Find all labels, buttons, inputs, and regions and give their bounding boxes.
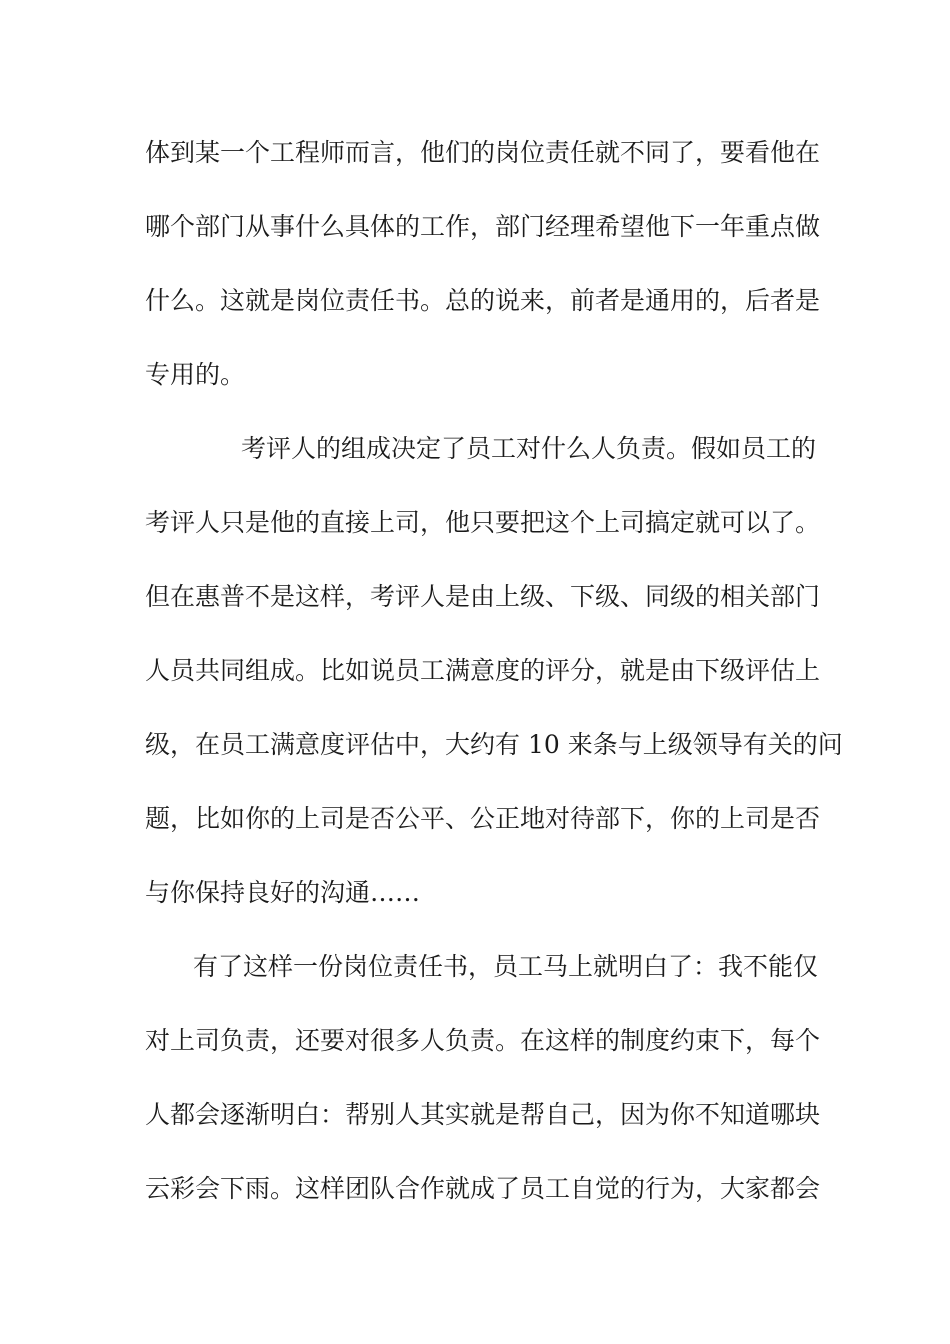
- text-line: 题，比如你的上司是否公平、公正地对待部下，你的上司是否: [145, 804, 821, 833]
- text-line: 对上司负责，还要对很多人负责。在这样的制度约束下，每个: [145, 1026, 821, 1055]
- paragraph-start-line: 有了这样一份岗位责任书，员工马上就明白了：我不能仅: [193, 952, 819, 981]
- text-line: 人员共同组成。比如说员工满意度的评分，就是由下级评估上: [145, 656, 821, 685]
- text-line: 云彩会下雨。这样团队合作就成了员工自觉的行为，大家都会: [145, 1174, 821, 1203]
- text-line: 什么。这就是岗位责任书。总的说来，前者是通用的，后者是: [145, 286, 821, 315]
- text-line: 体到某一个工程师而言，他们的岗位责任就不同了，要看他在: [145, 138, 821, 167]
- text-line: 但在惠普不是这样，考评人是由上级、下级、同级的相关部门: [145, 582, 821, 611]
- text-line: 哪个部门从事什么具体的工作，部门经理希望他下一年重点做: [145, 212, 821, 241]
- body-text: [145, 131, 843, 1241]
- text-line: 人都会逐渐明白：帮别人其实就是帮自己，因为你不知道哪块: [145, 1100, 821, 1129]
- text-line: 级，在员工满意度评估中，大约有 10 来条与上级领导有关的问: [145, 730, 843, 759]
- text-line: 与你保持良好的沟通……: [145, 878, 421, 907]
- text-line: 专用的。: [145, 360, 246, 389]
- text-line: 考评人只是他的直接上司，他只要把这个上司搞定就可以了。: [145, 508, 821, 537]
- paragraph-start-line: 考评人的组成决定了员工对什么人负责。假如员工的: [241, 434, 817, 463]
